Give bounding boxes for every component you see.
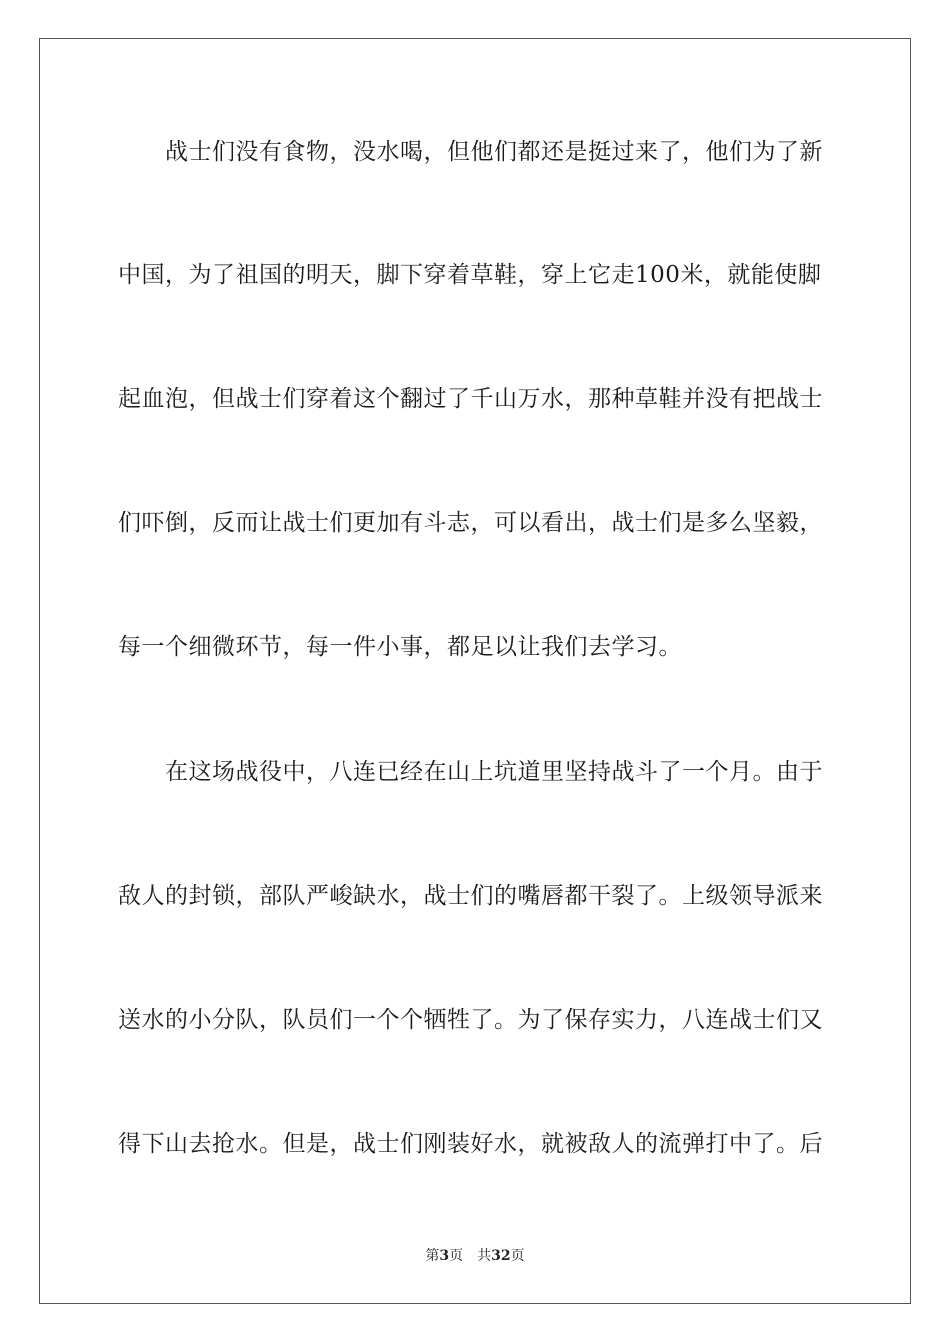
- page-border: [39, 38, 911, 1304]
- page-number: 3: [439, 1248, 450, 1264]
- paragraph-2-line-2: 敌人的封锁，部队严峻缺水，战士们的嘴唇都干裂了。上级领导派来: [118, 883, 823, 909]
- page-prefix: 第: [425, 1248, 440, 1264]
- total-suffix: 页: [510, 1248, 525, 1264]
- paragraph-2-line-4: 得下山去抢水。但是，战士们刚装好水，就被敌人的流弹打中了。后: [118, 1131, 823, 1157]
- paragraph-1-line-5: 每一个细微环节，每一件小事，都足以让我们去学习。: [118, 634, 682, 660]
- paragraph-1-line-3: 起血泡，但战士们穿着这个翻过了千山万水，那种草鞋并没有把战士: [118, 386, 823, 412]
- paragraph-1-line-4: 们吓倒，反而让战士们更加有斗志，可以看出，战士们是多么坚毅，: [118, 510, 823, 536]
- page-footer: [0, 1247, 950, 1265]
- page-suffix: 页: [449, 1248, 464, 1264]
- total-prefix: 共: [477, 1248, 492, 1264]
- paragraph-1-line-1: 战士们没有食物，没水喝，但他们都还是挺过来了，他们为了新: [165, 139, 823, 165]
- total-pages: 32: [491, 1248, 511, 1264]
- paragraph-2-line-1: 在这场战役中，八连已经在山上坑道里坚持战斗了一个月。由于: [165, 759, 823, 785]
- paragraph-1-line-2: 中国，为了祖国的明天，脚下穿着草鞋，穿上它走100米，就能使脚: [118, 262, 822, 288]
- paragraph-2-line-3: 送水的小分队，队员们一个个牺牲了。为了保存实力，八连战士们又: [118, 1007, 823, 1033]
